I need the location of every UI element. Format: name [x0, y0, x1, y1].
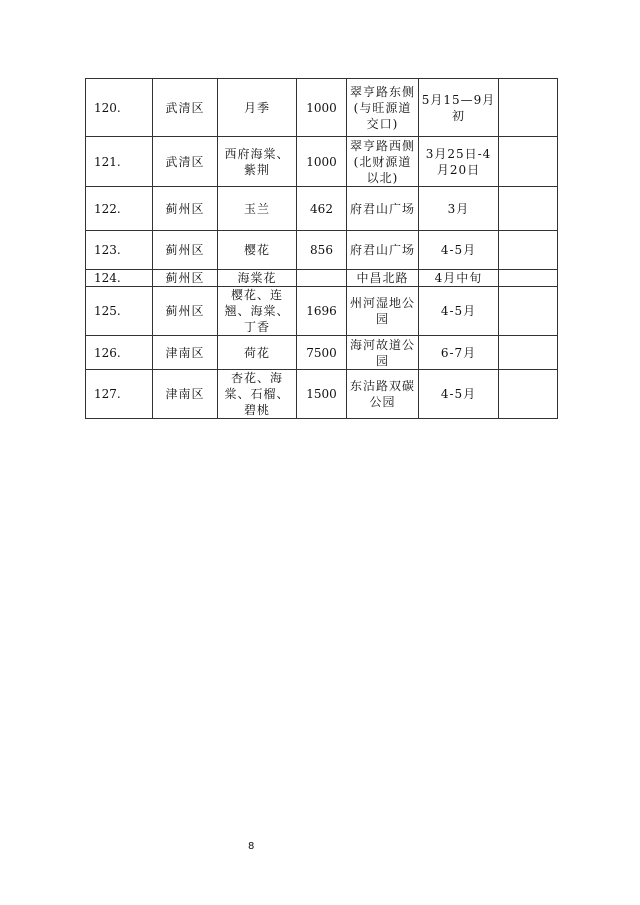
- cell-note: [499, 187, 558, 231]
- cell-flower: 樱花、连翘、海棠、丁香: [218, 287, 297, 336]
- cell-count: 462: [297, 187, 347, 231]
- cell-location: 翠亨路西侧(北财源道以北): [347, 137, 419, 187]
- cell-flower: 海棠花: [218, 270, 297, 287]
- cell-district: 蓟州区: [153, 231, 218, 270]
- cell-no: 125.: [86, 287, 153, 336]
- cell-no: 120.: [86, 79, 153, 137]
- cell-no: 122.: [86, 187, 153, 231]
- cell-location: 州河湿地公园: [347, 287, 419, 336]
- page-number: 8: [248, 841, 255, 852]
- cell-flower: 月季: [218, 79, 297, 137]
- cell-no: 126.: [86, 336, 153, 370]
- table-row: [86, 287, 558, 336]
- cell-count: 1000: [297, 137, 347, 187]
- cell-count: 1696: [297, 287, 347, 336]
- cell-location: 府君山广场: [347, 231, 419, 270]
- cell-note: [499, 270, 558, 287]
- cell-period: 5月15—9月初: [419, 79, 499, 137]
- cell-note: [499, 231, 558, 270]
- cell-no: 124.: [86, 270, 153, 287]
- table-row: [86, 270, 558, 287]
- cell-flower: 樱花: [218, 231, 297, 270]
- cell-district: 蓟州区: [153, 287, 218, 336]
- cell-location: 府君山广场: [347, 187, 419, 231]
- cell-flower: 玉兰: [218, 187, 297, 231]
- cell-note: [499, 336, 558, 370]
- cell-flower: 荷花: [218, 336, 297, 370]
- cell-count: [297, 270, 347, 287]
- cell-note: [499, 79, 558, 137]
- table-row: [86, 137, 558, 187]
- cell-district: 蓟州区: [153, 187, 218, 231]
- cell-note: [499, 137, 558, 187]
- cell-count: 856: [297, 231, 347, 270]
- cell-count: 1000: [297, 79, 347, 137]
- cell-district: 蓟州区: [153, 270, 218, 287]
- cell-period: 3月25日-4月20日: [419, 137, 499, 187]
- cell-district: 武清区: [153, 137, 218, 187]
- cell-period: 3月: [419, 187, 499, 231]
- flower-viewing-table: [85, 78, 558, 419]
- cell-period: 4-5月: [419, 287, 499, 336]
- cell-period: 6-7月: [419, 336, 499, 370]
- cell-period: 4-5月: [419, 370, 499, 419]
- cell-period: 4-5月: [419, 231, 499, 270]
- table-row: [86, 370, 558, 419]
- cell-location: 中昌北路: [347, 270, 419, 287]
- cell-note: [499, 370, 558, 419]
- cell-district: 武清区: [153, 79, 218, 137]
- cell-period: 4月中旬: [419, 270, 499, 287]
- cell-flower: 西府海棠、紫荆: [218, 137, 297, 187]
- cell-no: 123.: [86, 231, 153, 270]
- cell-flower: 杏花、海棠、石榴、碧桃: [218, 370, 297, 419]
- cell-location: 翠亨路东侧(与旺源道交口): [347, 79, 419, 137]
- cell-note: [499, 287, 558, 336]
- table-row: [86, 336, 558, 370]
- cell-count: 1500: [297, 370, 347, 419]
- cell-district: 津南区: [153, 370, 218, 419]
- cell-district: 津南区: [153, 336, 218, 370]
- table-row: [86, 79, 558, 137]
- cell-location: 东沽路双碳公园: [347, 370, 419, 419]
- cell-count: 7500: [297, 336, 347, 370]
- table-row: [86, 187, 558, 231]
- table-row: [86, 231, 558, 270]
- cell-no: 121.: [86, 137, 153, 187]
- cell-no: 127.: [86, 370, 153, 419]
- cell-location: 海河故道公园: [347, 336, 419, 370]
